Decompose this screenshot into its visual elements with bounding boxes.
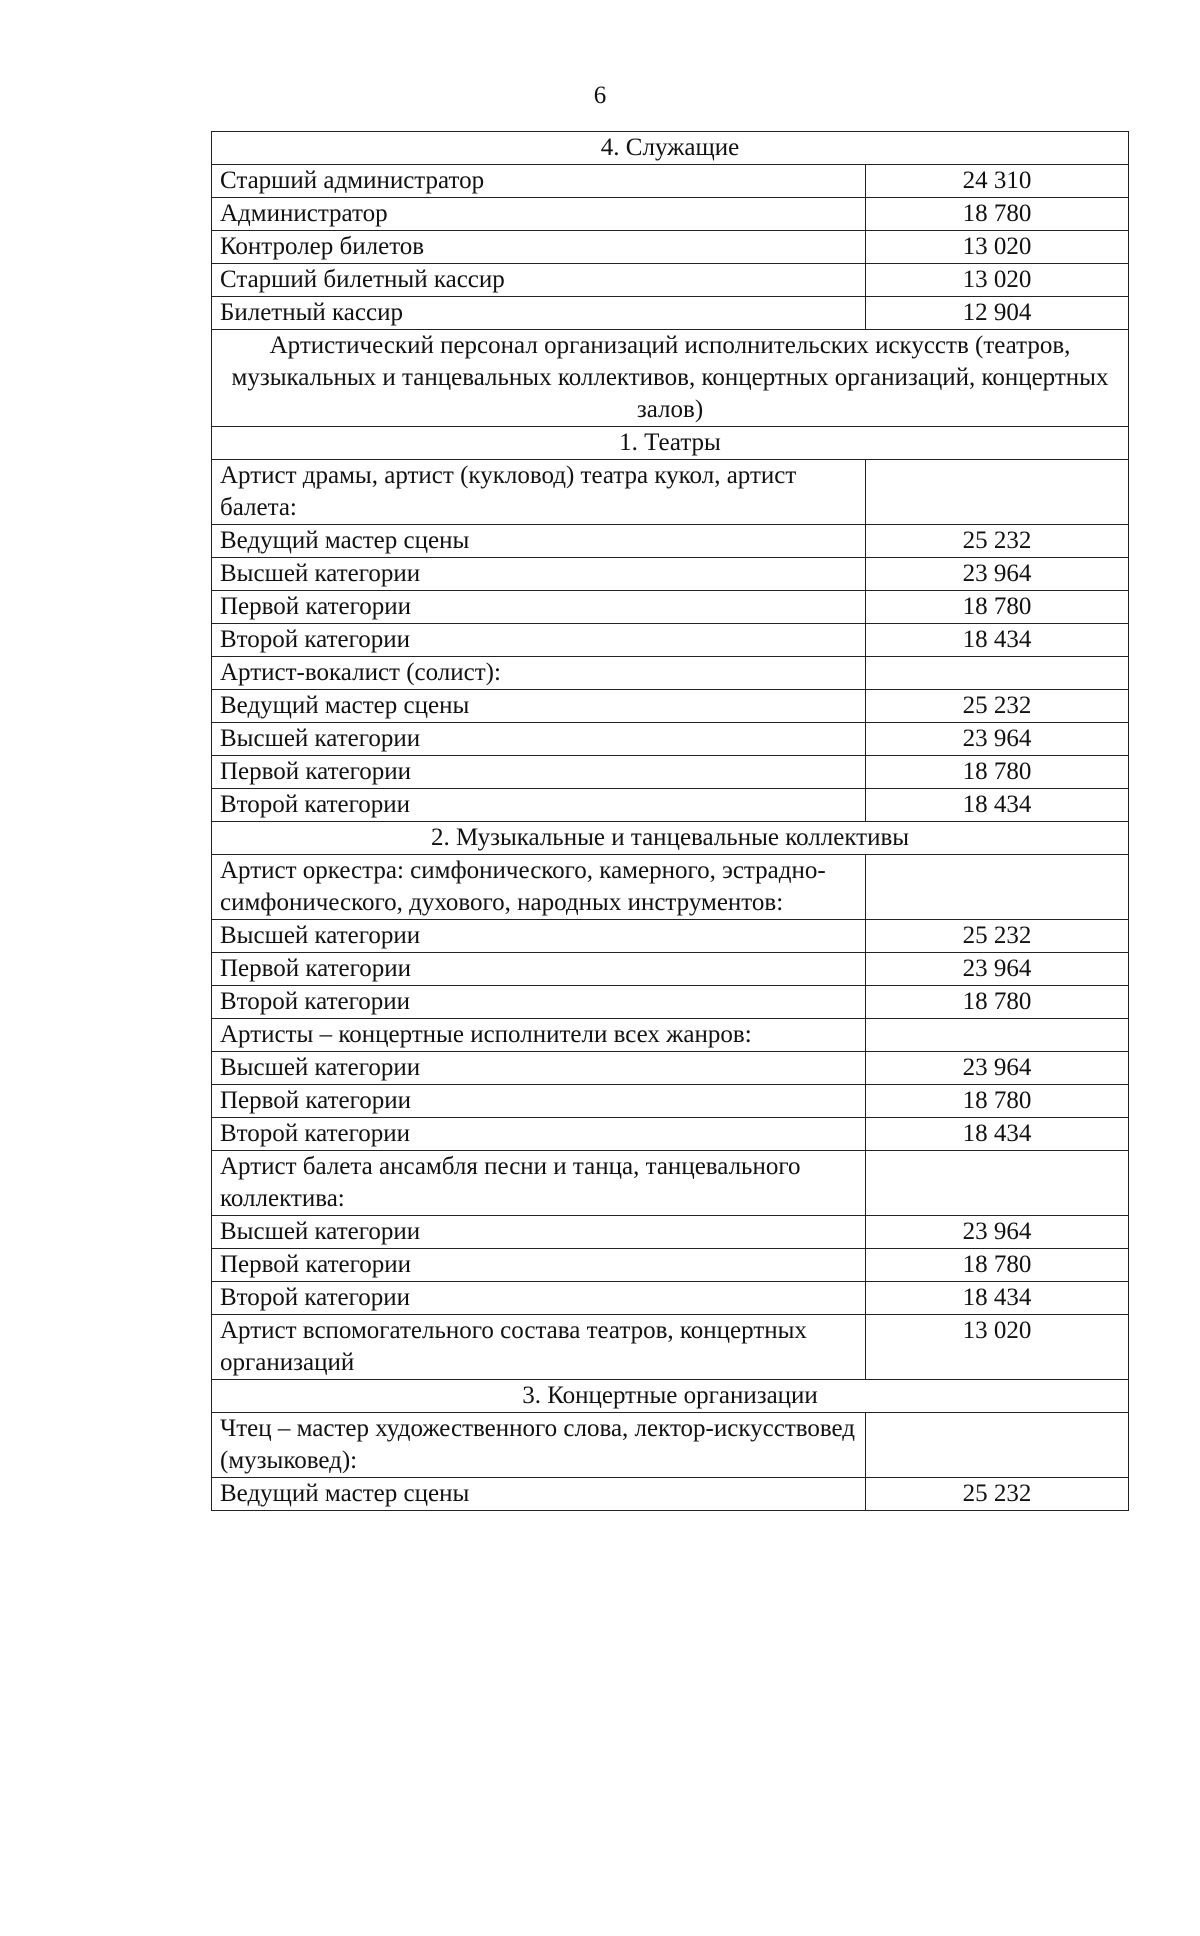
position-name: Первой категории — [212, 591, 866, 624]
salary-value — [866, 1019, 1129, 1052]
salary-value — [866, 460, 1129, 525]
salary-value: 18 434 — [866, 1118, 1129, 1151]
table-row — [212, 165, 1129, 198]
salary-value: 13 020 — [866, 264, 1129, 297]
position-name: Второй категории — [212, 789, 866, 822]
salary-value — [866, 657, 1129, 690]
salary-value: 24 310 — [866, 165, 1129, 198]
salary-value: 18 780 — [866, 198, 1129, 231]
table-row — [212, 756, 1129, 789]
table-row — [212, 986, 1129, 1019]
salary-value: 23 964 — [866, 723, 1129, 756]
position-name: Первой категории — [212, 756, 866, 789]
salary-value: 12 904 — [866, 297, 1129, 330]
table-row — [212, 690, 1129, 723]
table-row — [212, 723, 1129, 756]
table-row — [212, 953, 1129, 986]
position-name: Высшей категории — [212, 723, 866, 756]
position-name: Старший билетный кассир — [212, 264, 866, 297]
salary-value — [866, 1413, 1129, 1478]
table-row — [212, 264, 1129, 297]
position-name: Высшей категории — [212, 558, 866, 591]
salary-value: 25 232 — [866, 1478, 1129, 1511]
salary-value: 18 780 — [866, 756, 1129, 789]
table-row — [212, 1151, 1129, 1216]
salary-value: 18 780 — [866, 986, 1129, 1019]
table-row — [212, 1249, 1129, 1282]
position-name: Администратор — [212, 198, 866, 231]
section-header: 2. Музыкальные и танцевальные коллективы — [212, 822, 1129, 855]
position-name: Высшей категории — [212, 1052, 866, 1085]
table-row — [212, 231, 1129, 264]
position-name: Контролер билетов — [212, 231, 866, 264]
position-name: Старший администратор — [212, 165, 866, 198]
salary-value: 18 434 — [866, 624, 1129, 657]
salary-table-body — [212, 132, 1129, 1511]
salary-value: 13 020 — [866, 231, 1129, 264]
salary-value: 23 964 — [866, 1216, 1129, 1249]
salary-value: 23 964 — [866, 953, 1129, 986]
position-name: Первой категории — [212, 1085, 866, 1118]
table-row — [212, 1282, 1129, 1315]
position-name: Ведущий мастер сцены — [212, 525, 866, 558]
salary-value: 23 964 — [866, 1052, 1129, 1085]
position-name: Артист вспомогательного состава театров, концертных организаций — [212, 1315, 866, 1380]
table-row — [212, 1413, 1129, 1478]
table-row — [212, 1315, 1129, 1380]
position-name: Билетный кассир — [212, 297, 866, 330]
salary-value: 18 434 — [866, 789, 1129, 822]
salary-value: 23 964 — [866, 558, 1129, 591]
salary-value: 25 232 — [866, 920, 1129, 953]
salary-value: 13 020 — [866, 1315, 1129, 1380]
table-row — [212, 1478, 1129, 1511]
table-row — [212, 1118, 1129, 1151]
position-name: Артист-вокалист (солист): — [212, 657, 866, 690]
section-header-row — [212, 822, 1129, 855]
position-name: Артист балета ансамбля песни и танца, танцевального коллектива: — [212, 1151, 866, 1216]
table-row — [212, 525, 1129, 558]
section-header: Артистический персонал организаций исполнительских искусств (театров, музыкальных и танцевальных коллективов, концертных организаций, концертных залов) — [212, 330, 1129, 427]
section-header-row — [212, 330, 1129, 427]
position-name: Ведущий мастер сцены — [212, 1478, 866, 1511]
table-row — [212, 460, 1129, 525]
position-name: Ведущий мастер сцены — [212, 690, 866, 723]
salary-value: 18 780 — [866, 591, 1129, 624]
position-name: Артисты – концертные исполнители всех жанров: — [212, 1019, 866, 1052]
position-name: Высшей категории — [212, 1216, 866, 1249]
table-row — [212, 198, 1129, 231]
section-header-row — [212, 132, 1129, 165]
position-name: Первой категории — [212, 1249, 866, 1282]
table-row — [212, 1052, 1129, 1085]
table-row — [212, 657, 1129, 690]
table-row — [212, 789, 1129, 822]
position-name: Первой категории — [212, 953, 866, 986]
position-name: Второй категории — [212, 1282, 866, 1315]
table-row — [212, 297, 1129, 330]
table-row — [212, 1216, 1129, 1249]
position-name: Второй категории — [212, 624, 866, 657]
section-header: 4. Служащие — [212, 132, 1129, 165]
section-header: 1. Театры — [212, 427, 1129, 460]
page-number: 6 — [593, 82, 607, 109]
salary-value: 25 232 — [866, 690, 1129, 723]
table-row — [212, 1019, 1129, 1052]
salary-value: 18 780 — [866, 1085, 1129, 1118]
salary-table — [211, 131, 1129, 1511]
section-header-row — [212, 1380, 1129, 1413]
position-name: Артист драмы, артист (кукловод) театра кукол, артист балета: — [212, 460, 866, 525]
table-row — [212, 558, 1129, 591]
table-row — [212, 1085, 1129, 1118]
position-name: Второй категории — [212, 986, 866, 1019]
salary-value — [866, 1151, 1129, 1216]
position-name: Чтец – мастер художественного слова, лектор-искусствовед (музыковед): — [212, 1413, 866, 1478]
salary-value: 25 232 — [866, 525, 1129, 558]
position-name: Второй категории — [212, 1118, 866, 1151]
table-row — [212, 855, 1129, 920]
salary-value — [866, 855, 1129, 920]
table-row — [212, 591, 1129, 624]
table-row — [212, 624, 1129, 657]
table-row — [212, 920, 1129, 953]
salary-value: 18 434 — [866, 1282, 1129, 1315]
salary-value: 18 780 — [866, 1249, 1129, 1282]
position-name: Высшей категории — [212, 920, 866, 953]
section-header-row — [212, 427, 1129, 460]
section-header: 3. Концертные организации — [212, 1380, 1129, 1413]
position-name: Артист оркестра: симфонического, камерного, эстрадно-симфонического, духового, народных инструментов: — [212, 855, 866, 920]
